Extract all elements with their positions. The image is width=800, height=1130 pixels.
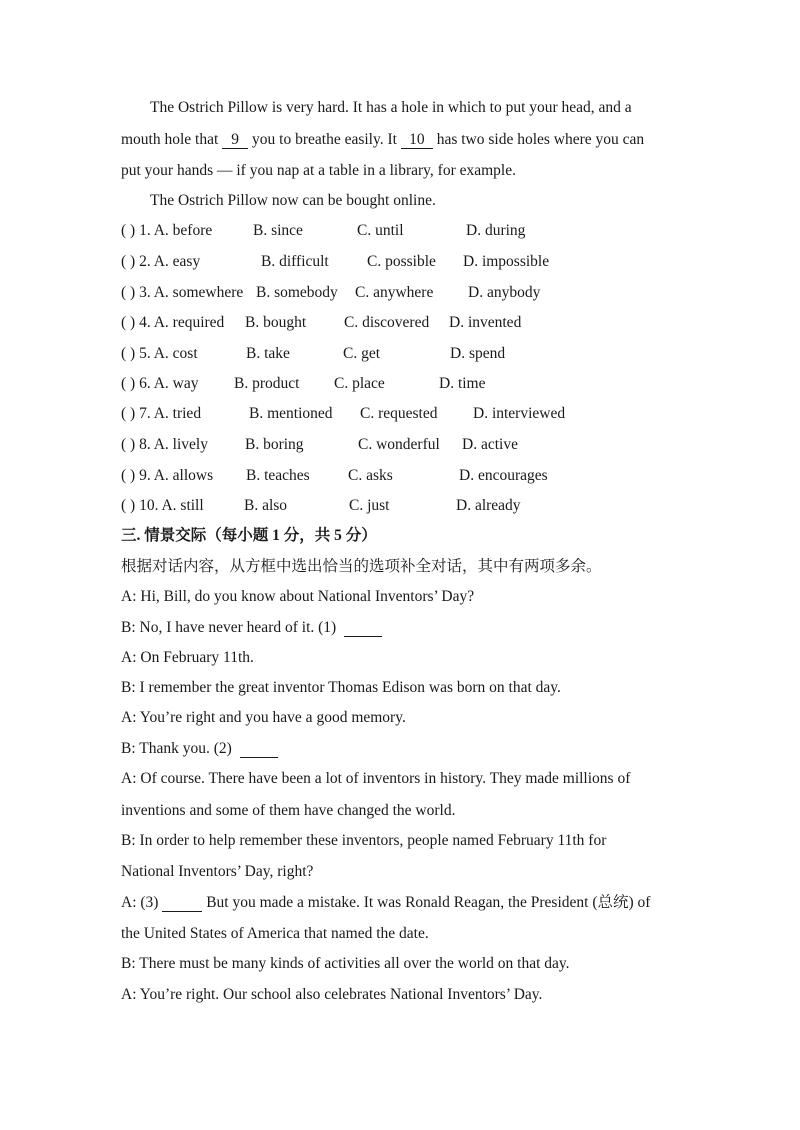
option-b: B. since xyxy=(253,222,303,239)
dialogue-text: But you made a mistake. It was Ronald Reagan, the President (总统) of xyxy=(202,894,651,911)
option-c: C. anywhere xyxy=(355,284,434,301)
option-b: B. difficult xyxy=(261,253,329,270)
question-number: ( ) 5. A. cost xyxy=(121,345,198,362)
option-d: D. impossible xyxy=(463,253,550,270)
question-number: ( ) 3. A. somewhere xyxy=(121,284,244,301)
dialogue-line xyxy=(121,740,278,758)
dialogue-line: B: In order to help remember these inventors, people named February 11th for xyxy=(121,832,607,849)
dialogue-line: the United States of America that named the date. xyxy=(121,925,429,942)
option-c: C. possible xyxy=(367,253,436,270)
passage-line: The Ostrich Pillow is very hard. It has a hole in which to put your head, and a xyxy=(150,99,632,116)
question-number: ( ) 6. A. way xyxy=(121,375,199,392)
dialogue-line: A: Hi, Bill, do you know about National Inventors’ Day? xyxy=(121,588,475,605)
option-d: D. spend xyxy=(450,345,506,362)
answer-blank-2 xyxy=(240,741,278,758)
option-c: C. asks xyxy=(348,467,393,484)
option-b: B. boring xyxy=(245,436,304,453)
dialogue-line xyxy=(121,619,382,637)
option-b: B. also xyxy=(244,497,288,514)
option-b: B. somebody xyxy=(256,284,338,301)
dialogue-text: A: (3) xyxy=(121,894,159,911)
question-number: ( ) 9. A. allows xyxy=(121,467,214,484)
passage-line: put your hands — if you nap at a table in a library, for example. xyxy=(121,162,516,179)
option-c: C. place xyxy=(334,375,385,392)
dialogue-line: National Inventors’ Day, right? xyxy=(121,863,314,880)
option-d: D. during xyxy=(466,222,526,239)
dialogue-line: A: You’re right and you have a good memory. xyxy=(121,709,406,726)
dialogue-line: B: There must be many kinds of activities all over the world on that day. xyxy=(121,955,570,972)
dialogue-line: A: On February 11th. xyxy=(121,649,254,666)
question-number: ( ) 10. A. still xyxy=(121,497,204,514)
question-number: ( ) 1. A. before xyxy=(121,222,213,239)
option-b: B. bought xyxy=(245,314,307,331)
option-d: D. active xyxy=(462,436,518,453)
option-d: D. invented xyxy=(449,314,522,331)
dialogue-text: B: No, I have never heard of it. (1) xyxy=(121,619,337,636)
dialogue-text: B: Thank you. (2) xyxy=(121,740,232,757)
passage-text: has two side holes where you can xyxy=(432,131,645,148)
dialogue-line: A: Of course. There have been a lot of inventors in history. They made millions of xyxy=(121,770,631,787)
question-number: ( ) 7. A. tried xyxy=(121,405,202,422)
option-c: C. get xyxy=(343,345,381,362)
option-d: D. anybody xyxy=(468,284,541,301)
option-d: D. time xyxy=(439,375,486,392)
dialogue-line: inventions and some of them have changed the world. xyxy=(121,802,456,819)
option-b: B. take xyxy=(246,345,290,362)
option-d: D. encourages xyxy=(459,467,548,484)
answer-blank-3 xyxy=(162,895,202,912)
option-c: C. requested xyxy=(360,405,438,422)
passage-text: mouth hole that xyxy=(121,131,223,148)
option-d: D. interviewed xyxy=(473,405,566,422)
dialogue-line: A: You’re right. Our school also celebrates National Inventors’ Day. xyxy=(121,986,543,1003)
question-number: ( ) 8. A. lively xyxy=(121,436,208,453)
blank-10: 10 xyxy=(401,132,433,149)
passage-text: you to breathe easily. It xyxy=(248,131,401,148)
option-b: B. product xyxy=(234,375,300,392)
dialogue-line: B: I remember the great inventor Thomas Edison was born on that day. xyxy=(121,679,561,696)
answer-blank-1 xyxy=(344,620,382,637)
question-number: ( ) 2. A. easy xyxy=(121,253,201,270)
question-number: ( ) 4. A. required xyxy=(121,314,225,331)
section-instruction: 根据对话内容，从方框中选出恰当的选项补全对话，其中有两项多余。 xyxy=(121,558,602,575)
option-d: D. already xyxy=(456,497,521,514)
blank-9: 9 xyxy=(222,132,248,149)
option-b: B. teaches xyxy=(246,467,310,484)
option-c: C. until xyxy=(357,222,404,239)
option-b: B. mentioned xyxy=(249,405,333,422)
option-c: C. discovered xyxy=(344,314,430,331)
passage-line: The Ostrich Pillow now can be bought online. xyxy=(150,192,436,209)
option-c: C. just xyxy=(349,497,390,514)
dialogue-line xyxy=(121,894,650,912)
passage-line-with-blanks xyxy=(121,131,644,149)
option-c: C. wonderful xyxy=(358,436,440,453)
section-heading: 三. 情景交际（每小题 1 分，共 5 分） xyxy=(121,527,377,544)
